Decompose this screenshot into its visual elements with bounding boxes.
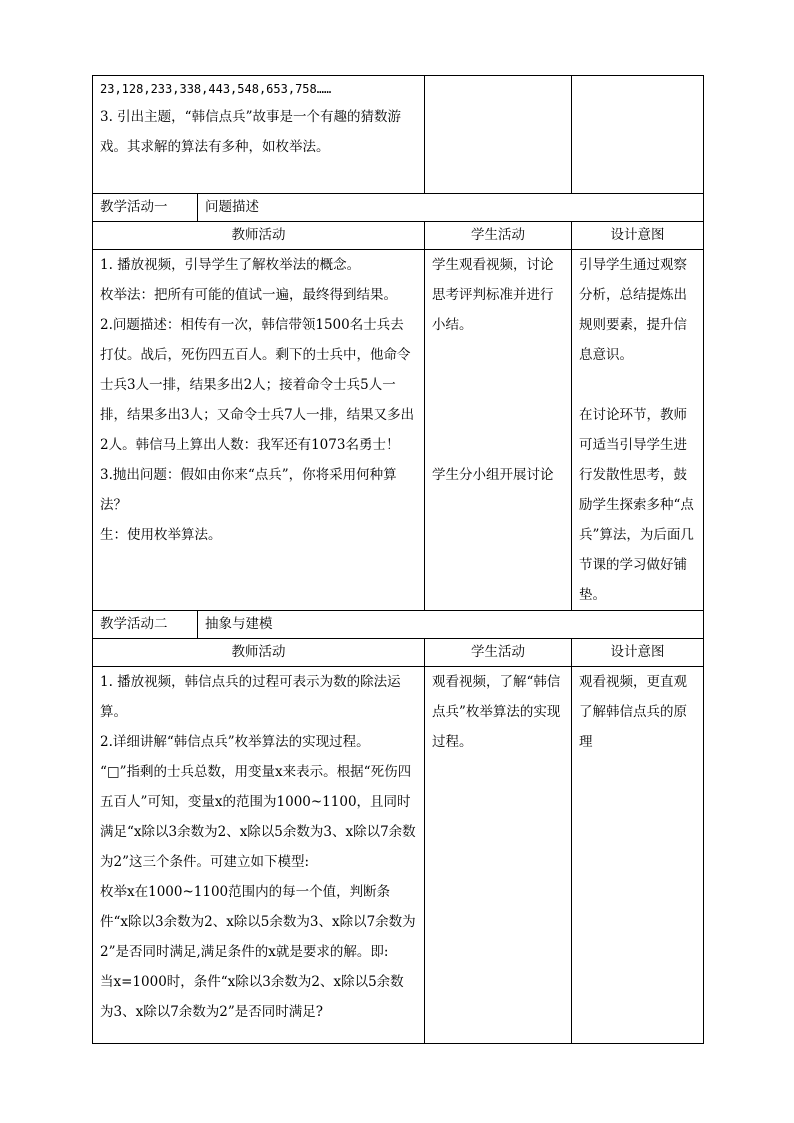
activity1-header-row — [93, 194, 704, 222]
activity2-column-headers — [93, 639, 704, 667]
activity1-teacher-cell — [93, 250, 425, 611]
activity2-header-row — [93, 611, 704, 639]
number-sequence: 23,128,233,338,443,548,653,758…… — [100, 82, 332, 96]
design-intent-header: 设计意图 — [572, 222, 704, 250]
activity2-student-line: 观看视频，了解“韩信点兵”枚举算法的实现过程。 — [432, 674, 561, 750]
intro-item-3: 3. 引出主题，“韩信点兵”故事是一个有趣的猜数游戏。其求解的算法有多种，如枚举法。 — [100, 109, 401, 155]
lesson-plan-table — [92, 75, 704, 1044]
activity2-label: 教学活动二 — [93, 611, 198, 639]
activity2-content-row — [93, 667, 704, 1044]
design-intent-header: 设计意图 — [572, 639, 704, 667]
activity2-teacher-line: 当x=1000时，条件“x除以3余数为2、x除以5余数为3、x除以7余数为2”是否同时满足? — [100, 974, 404, 1020]
activity2-design-cell — [572, 667, 704, 1044]
activity2-design-line: 观看视频，更直观了解韩信点兵的原理 — [579, 674, 688, 750]
activity1-student-line: 学生分小组开展讨论 — [432, 467, 554, 483]
student-activity-header: 学生活动 — [425, 639, 572, 667]
activity1-content-row — [93, 250, 704, 611]
activity1-student-line: 学生观看视频，讨论思考评判标准并进行小结。 — [432, 257, 554, 333]
activity1-teacher-line: 生：使用枚举算法。 — [100, 527, 222, 543]
activity2-teacher-line: 2.详细讲解“韩信点兵”枚举算法的实现过程。 — [100, 734, 370, 750]
activity1-teacher-line: 枚举法：把所有可能的值试一遍，最终得到结果。 — [100, 287, 397, 303]
student-activity-header: 学生活动 — [425, 222, 572, 250]
intro-row — [93, 76, 704, 194]
activity1-teacher-line: 2.问题描述：相传有一次，韩信带领1500名士兵去打仗。战后，死伤四五百人。剩下的士兵中，他命令士兵3人一排，结果多出2人；接着命令士兵5人一排，结果多出3人；又命令士兵7人一排，结果又多出2人。韩信马上算出人数：我军还有1073名勇士！ — [100, 317, 415, 453]
activity1-teacher-line: 3.抛出问题：假如由你来“点兵”，你将采用何种算法？ — [100, 467, 397, 513]
activity2-teacher-line: “□”指剩的士兵总数，用变量x来表示。根据“死伤四五百人”可知，变量x的范围为1000~1100，且同时满足“x除以3余数为2、x除以5余数为3、x除以7余数为2”这三个条件。可建立如下模型: — [100, 764, 416, 870]
intro-design-cell — [572, 76, 704, 194]
teacher-activity-header: 教师活动 — [93, 222, 425, 250]
activity1-design-line: 引导学生通过观察分析，总结提炼出规则要素，提升信息意识。 — [579, 257, 688, 363]
activity1-title: 问题描述 — [198, 194, 704, 222]
activity2-student-cell — [425, 667, 572, 1044]
activity2-title: 抽象与建模 — [198, 611, 704, 639]
activity1-design-cell — [572, 250, 704, 611]
intro-teacher-cell — [93, 76, 425, 194]
activity1-design-line: 在讨论环节，教师可适当引导学生进行发散性思考，鼓励学生探索多种“点兵”算法，为后面几节课的学习做好铺垫。 — [579, 407, 694, 603]
activity1-student-cell — [425, 250, 572, 611]
activity2-teacher-cell — [93, 667, 425, 1044]
activity1-label: 教学活动一 — [93, 194, 198, 222]
activity1-teacher-line: 1. 播放视频，引导学生了解枚举法的概念。 — [100, 257, 361, 273]
activity2-teacher-line: 枚举x在1000~1100范围内的每一个值，判断条件“x除以3余数为2、x除以5余数为3、x除以7余数为2”是否同时满足,满足条件的x就是要求的解。即: — [100, 884, 416, 960]
activity1-column-headers — [93, 222, 704, 250]
intro-student-cell — [425, 76, 572, 194]
activity2-teacher-line: 1. 播放视频，韩信点兵的过程可表示为数的除法运算。 — [100, 674, 401, 720]
teacher-activity-header: 教师活动 — [93, 639, 425, 667]
